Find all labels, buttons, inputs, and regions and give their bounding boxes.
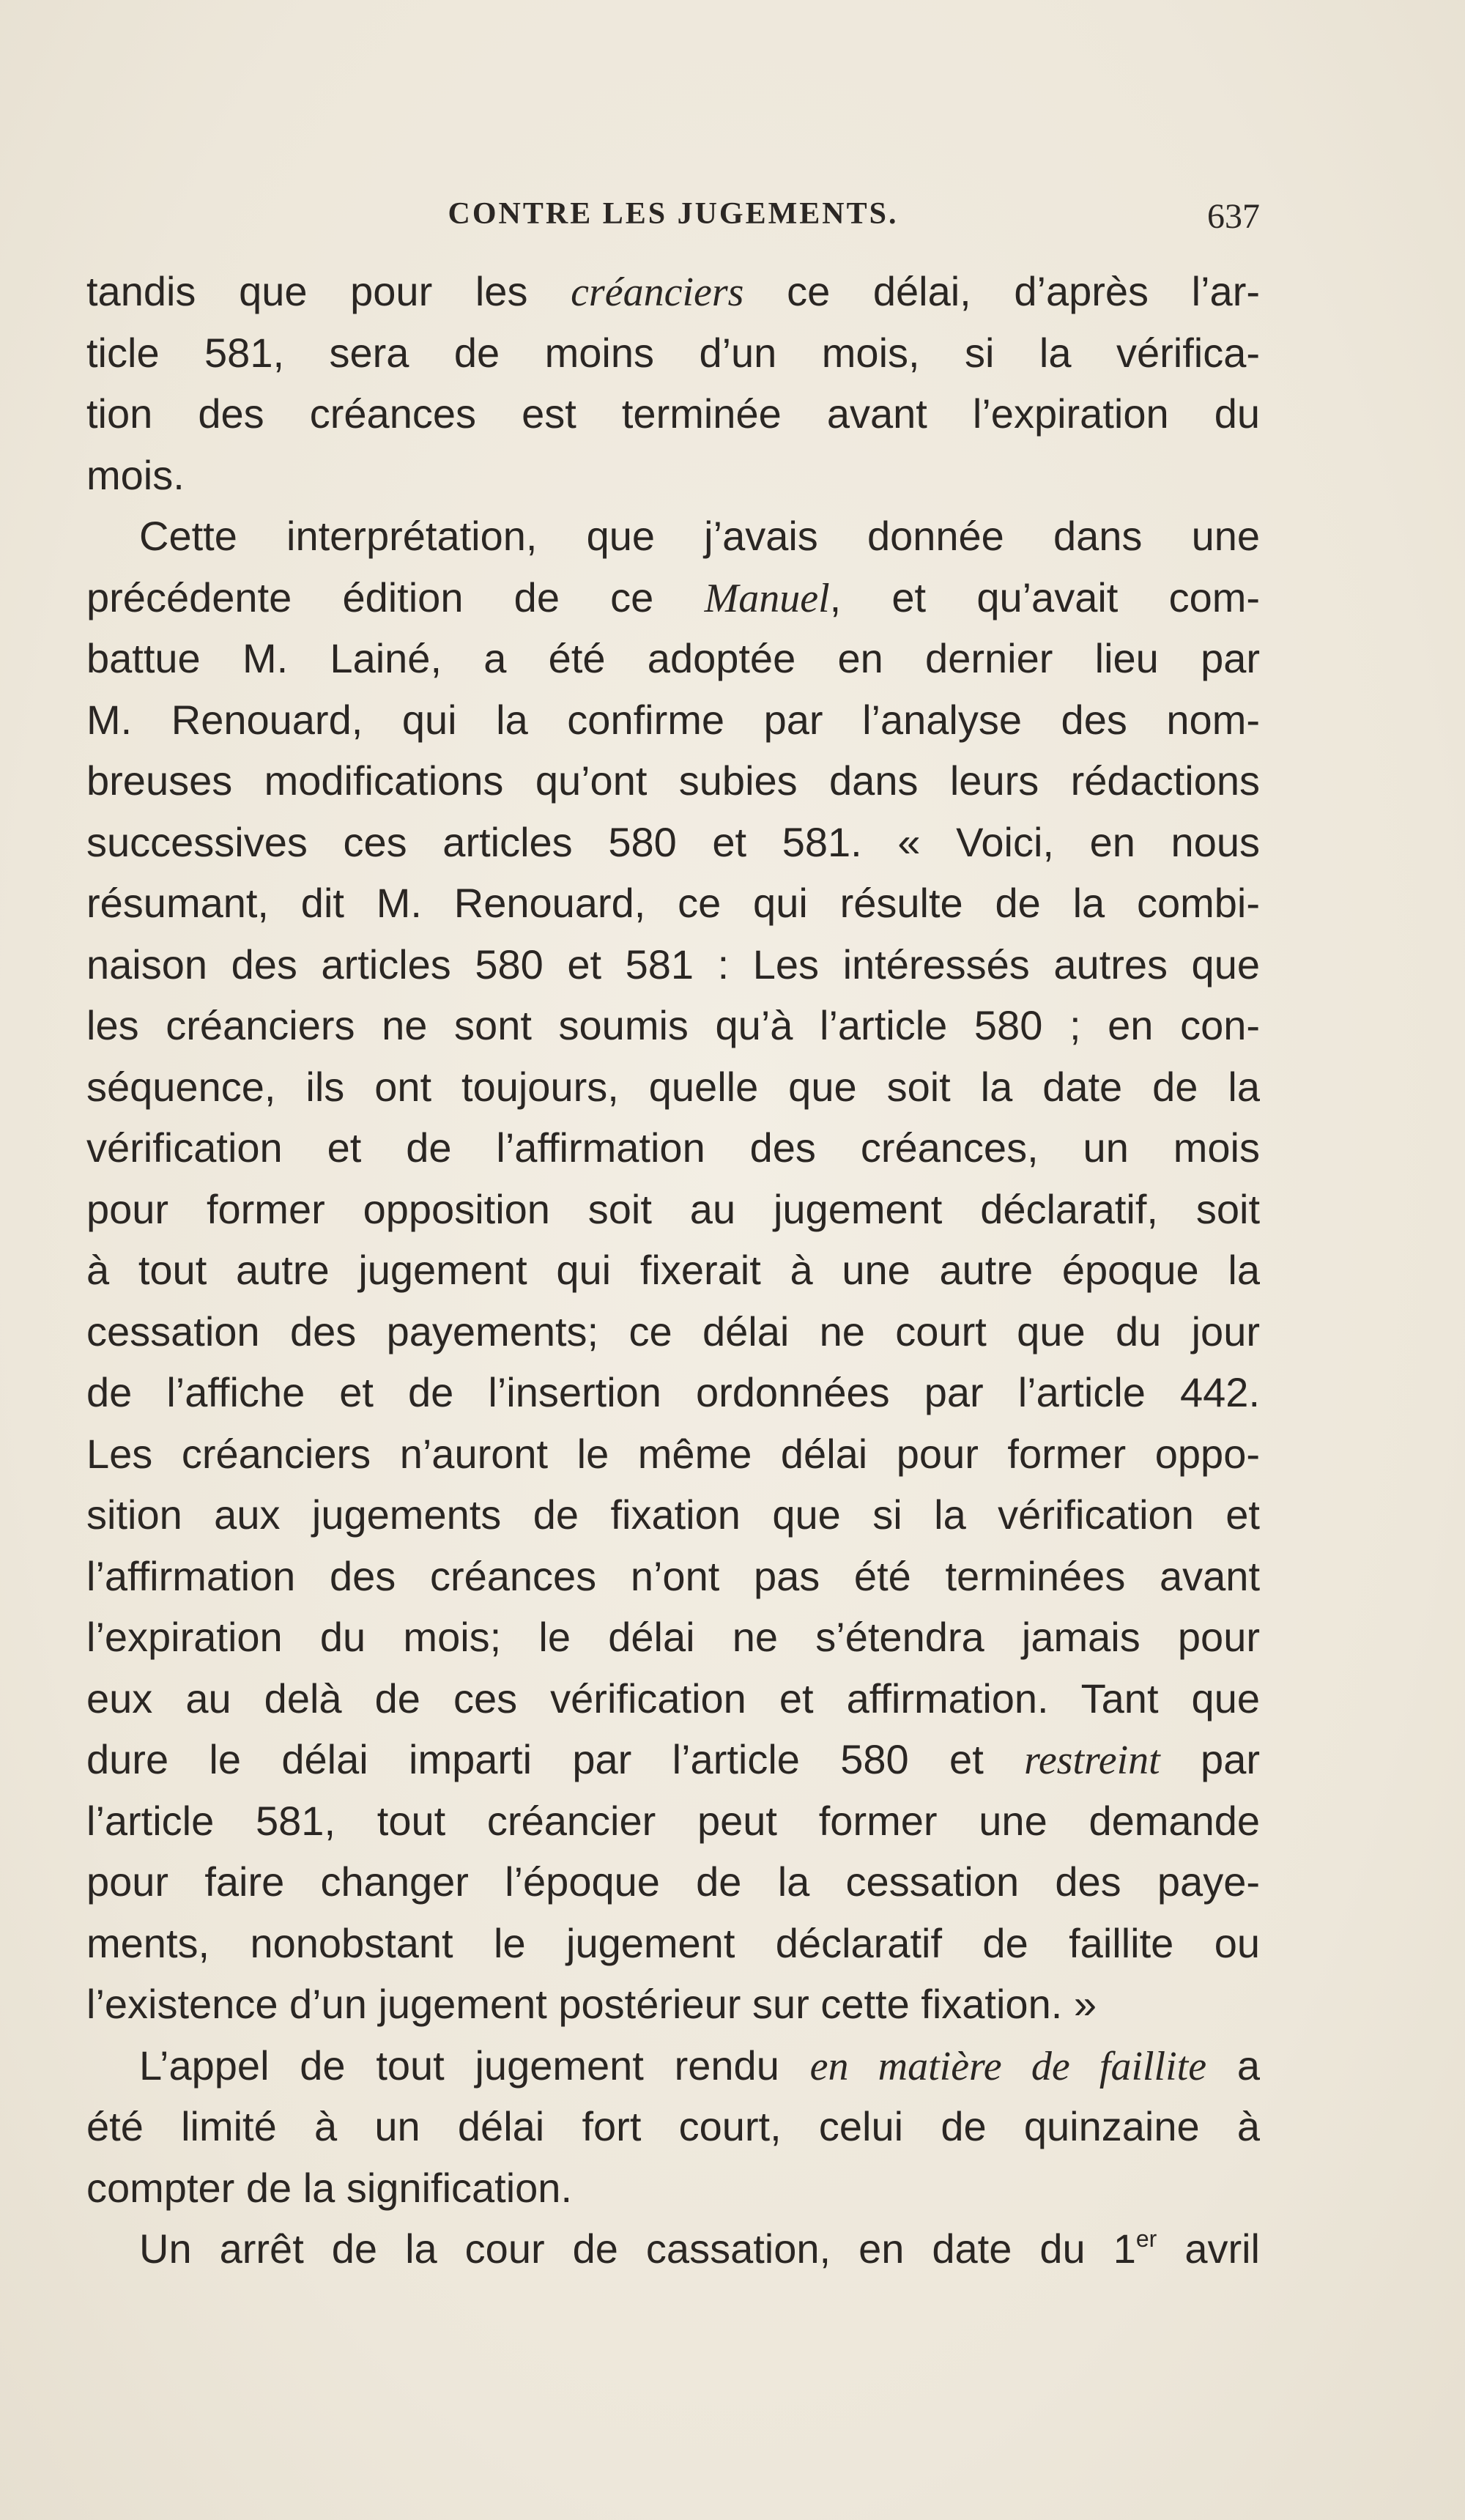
text-line: eux au delà de ces vérification et affirmation. Tant que [86, 1675, 1260, 1722]
text-line: dure le délai imparti par l’article 580 et restreint par [86, 1736, 1260, 1783]
text-line: ticle 581, sera de moins d’un mois, si la vérifica- [86, 329, 1260, 376]
text-line: M. Renouard, qui la confirme par l’analyse des nom- [86, 696, 1260, 743]
page-number: 637 [1207, 197, 1260, 236]
text-line: l’existence d’un jugement postérieur sur cette fixation. » [86, 1981, 1097, 2027]
text-line: breuses modifications qu’ont subies dans leurs rédactions [86, 757, 1260, 804]
text-line: précédente édition de ce Manuel, et qu’avait com- [86, 574, 1260, 621]
text-line: pour faire changer l’époque de la cessation des paye- [86, 1858, 1260, 1905]
text-line: l’article 581, tout créancier peut former une demande [86, 1797, 1260, 1844]
text-line: successives ces articles 580 et 581. « Voici, en nous [86, 818, 1260, 865]
text-line: Les créanciers n’auront le même délai pour former oppo- [86, 1430, 1260, 1477]
paragraph-first-line: Cette interprétation, que j’avais donnée dans une [139, 513, 1260, 559]
text-line: pour former opposition soit au jugement déclaratif, soit [86, 1185, 1260, 1232]
text-line: séquence, ils ont toujours, quelle que soit la date de la [86, 1063, 1260, 1110]
text-line: tion des créances est terminée avant l’expiration du [86, 390, 1260, 437]
text-line: naison des articles 580 et 581 : Les intéressés autres que [86, 941, 1260, 987]
text-line: l’expiration du mois; le délai ne s’étendra jamais pour [86, 1614, 1260, 1660]
text-line: ments, nonobstant le jugement déclaratif de faillite ou [86, 1919, 1260, 1966]
superscript: er [1135, 2226, 1157, 2252]
text-line: mois. [86, 451, 185, 498]
text-line: tandis que pour les créanciers ce délai, d’après l’ar- [86, 268, 1260, 315]
text-line: l’affirmation des créances n’ont pas été terminées avant [86, 1552, 1260, 1599]
text-line: sition aux jugements de fixation que si la vérification et [86, 1491, 1260, 1538]
text-line: cessation des payements; ce délai ne court que du jour [86, 1308, 1260, 1354]
text-line: compter de la signification. [86, 2164, 573, 2211]
running-title: CONTRE LES JUGEMENTS. [448, 197, 899, 231]
paragraph-first-line: Un arrêt de la cour de cassation, en date du 1er avril [139, 2226, 1260, 2272]
running-head [86, 196, 1260, 248]
text-line: battue M. Lainé, a été adoptée en dernier lieu par [86, 635, 1260, 681]
text-line: été limité à un délai fort court, celui de quinzaine à [86, 2103, 1260, 2149]
text-line: les créanciers ne sont soumis qu’à l’article 580 ; en con- [86, 1002, 1260, 1048]
text-line: à tout autre jugement qui fixerait à une autre époque la [86, 1247, 1260, 1293]
text-line: de l’affiche et de l’insertion ordonnées par l’article 442. [86, 1369, 1260, 1415]
text-line: résumant, dit M. Renouard, ce qui résulte de la combi- [86, 880, 1260, 926]
paragraph-first-line: L’appel de tout jugement rendu en matière de faillite a [139, 2042, 1260, 2089]
body-text [86, 261, 1260, 2280]
text-line: vérification et de l’affirmation des créances, un mois [86, 1124, 1260, 1171]
